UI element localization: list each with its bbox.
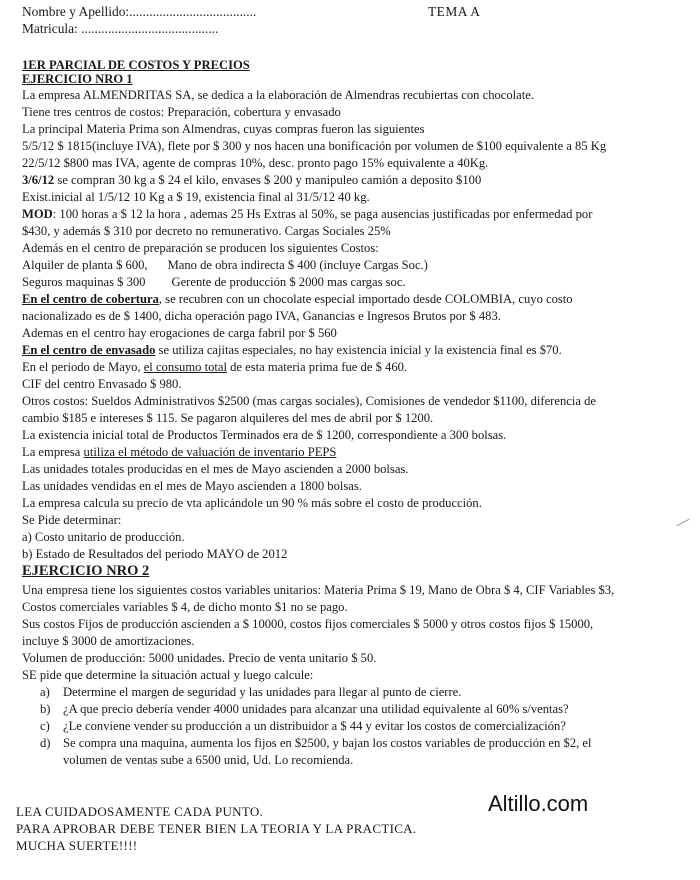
ej1-line: CIF del centro Envasado $ 980. [22, 377, 182, 391]
ej1-question: b) Estado de Resultados del periodo MAYO de 2012 [22, 547, 288, 561]
ej1-line-text: La empresa [22, 445, 84, 459]
ej2-item-text: ¿Le conviene vender su producción a un distribuidor a $ 44 y evitar los costos de comercialización? [63, 719, 566, 733]
ej1-line: 5/5/12 $ 1815(incluye IVA), flete por $ 300 y nos hacen una bonificación por volumen de $100 equivalente a 85 Kg [22, 139, 607, 153]
seguros-item: Seguros maquinas $ 300 [22, 275, 146, 289]
ej1-line [22, 206, 592, 222]
footer-line: LEA CUIDADOSAMENTE CADA PUNTO. [16, 804, 264, 819]
ej2-item-letter: a) [40, 685, 50, 699]
altillo-watermark: Altillo.com [488, 791, 589, 816]
ej1-line-text: se utiliza cajitas especiales, no hay existencia inicial y la existencia final es $70. [155, 343, 562, 357]
ej1-line: La principal Materia Prima son Almendras, cuyas compras fueron las siguientes [22, 122, 425, 136]
ej1-line: Las unidades totales producidas en el mes de Mayo ascienden a 2000 bolsas. [22, 462, 409, 476]
footer-line: PARA APROBAR DEBE TENER BIEN LA TEORIA Y LA PRACTICA. [16, 821, 417, 836]
ejercicio1-title: EJERCICIO NRO 1 [22, 72, 133, 86]
alquiler-item: Alquiler de planta $ 600, [22, 258, 148, 272]
ej1-question: a) Costo unitario de producción. [22, 530, 185, 544]
ej1-line: La existencia inicial total de Productos Terminados era de $ 1200, correspondiente a 300 bolsas. [22, 428, 507, 442]
gerente-item: Gerente de producción $ 2000 mas cargas soc. [171, 275, 406, 289]
consumo-total: el consumo total [143, 360, 227, 374]
mano-obra-item: Mano de obra indirecta $ 400 (incluye Cargas Soc.) [167, 258, 428, 272]
ej1-line: La empresa calcula su precio de vta aplicándole un 90 % más sobre el costo de producción. [22, 496, 482, 510]
matricula-field: Matricula: ......................................... [22, 21, 219, 36]
ej2-line: Costos comerciales variables $ 4, de dicho monto $1 no se pago. [22, 600, 348, 614]
date-bold: 3/6/12 [22, 173, 55, 187]
ej1-line [22, 359, 407, 375]
exam-title: 1ER PARCIAL DE COSTOS Y PRECIOS [22, 58, 250, 72]
ej2-item-letter: b) [40, 702, 51, 716]
ej1-line-text: En el periodo de Mayo, [22, 360, 144, 374]
ej1-line: Exist.inicial al 1/5/12 10 Kg a $ 19, existencia final al 31/5/12 40 kg. [22, 190, 370, 204]
peps-method: utiliza el método de valuación de inventario PEPS [83, 445, 337, 459]
ej2-item-text: Se compra una maquina, aumenta los fijos en $2500, y bajan los costos variables de producción en $2, el [63, 736, 592, 750]
ej1-line: cambio $185 e intereses $ 115. Se pagaron alquileres del mes de abril por $ 1200. [22, 411, 434, 425]
ej1-line-text: , se recubren con un chocolate especial importado desde COLOMBIA, cuyo costo [158, 292, 573, 306]
ej2-line: SE pide que determine la situación actual y luego calcule: [22, 668, 314, 682]
ejercicio2-title: EJERCICIO NRO 2 [22, 563, 150, 579]
ej1-line: Las unidades vendidas en el mes de Mayo ascienden a 1800 bolsas. [22, 479, 362, 493]
ej1-line: Otros costos: Sueldos Administrativos $2500 (mas cargas sociales), Comisiones de vendedor $1100, diferencia de [22, 394, 596, 408]
ej2-item-letter: c) [40, 719, 50, 733]
pen-mark [677, 519, 690, 526]
ej1-line [22, 172, 481, 188]
ej2-line: Volumen de producción: 5000 unidades. Precio de venta unitario $ 50. [22, 651, 377, 665]
mod-bold: MOD [22, 207, 53, 221]
ej1-line [22, 274, 406, 290]
ej2-line: Sus costos Fijos de producción ascienden a $ 10000, costos fijos comerciales $ 5000 y otros costos fijos $ 15000, [22, 617, 594, 631]
tema-label: TEMA A [428, 4, 481, 19]
ej1-line: $430, y además $ 310 por decreto no remunerativo. Cargas Sociales 25% [22, 224, 391, 238]
ej2-item-text-cont: volumen de ventas sube a 6500 unid, Ud. Lo recomienda. [63, 753, 354, 767]
ej2-item-text: Determine el margen de seguridad y las unidades para llegar al punto de cierre. [63, 685, 462, 699]
ej1-line [22, 291, 573, 307]
ej1-line: nacionalizado es de $ 1400, dicha operación pago IVA, Ganancias e Ingresos Brutos por $ 483. [22, 309, 501, 323]
ej1-line: Se Pide determinar: [22, 513, 122, 527]
ej2-line: incluye $ 3000 de amortizaciones. [22, 634, 195, 648]
nombre-field: Nombre y Apellido:...................................... [22, 4, 257, 19]
ej1-line: Tiene tres centros de costos: Preparación, cobertura y envasado [22, 105, 341, 119]
footer-line: MUCHA SUERTE!!!! [16, 838, 138, 853]
ej1-line: Además en el centro de preparación se producen los siguientes Costos: [22, 241, 379, 255]
ej1-line [22, 342, 562, 358]
ej2-item-text: ¿A que precio debería vender 4000 unidades para alcanzar una utilidad equivalente al 60% s/ventas? [63, 702, 569, 716]
ej2-line: Una empresa tiene los siguientes costos variables unitarios: Materia Prima $ 19, Mano de Obra $ 4, CIF Variables $3, [22, 583, 615, 597]
envasado-heading: En el centro de envasado [22, 343, 156, 357]
cobertura-heading: En el centro de cobertura [22, 292, 159, 306]
ej1-line-text: de esta materia prima fue de $ 460. [226, 360, 408, 374]
ej1-line-text: se compran 30 kg a $ 24 el kilo, envases $ 200 y manipuleo camión a deposito $100 [54, 173, 482, 187]
ej1-line: La empresa ALMENDRITAS SA, se dedica a la elaboración de Almendras recubiertas con chocolate. [22, 88, 535, 102]
ej1-line [22, 257, 428, 273]
ej1-line: Ademas en el centro hay erogaciones de carga fabril por $ 560 [22, 326, 337, 340]
ej1-line [22, 444, 336, 460]
ej1-line-text: : 100 horas a $ 12 la hora , ademas 25 Hs Extras al 50%, se paga ausencias justificadas por enfermedad por [52, 207, 593, 221]
ej1-line: 22/5/12 $800 mas IVA, agente de compras 10%, desc. pronto pago 15% equivalente a 40Kg. [22, 156, 489, 170]
ej2-item-letter: d) [40, 736, 51, 750]
